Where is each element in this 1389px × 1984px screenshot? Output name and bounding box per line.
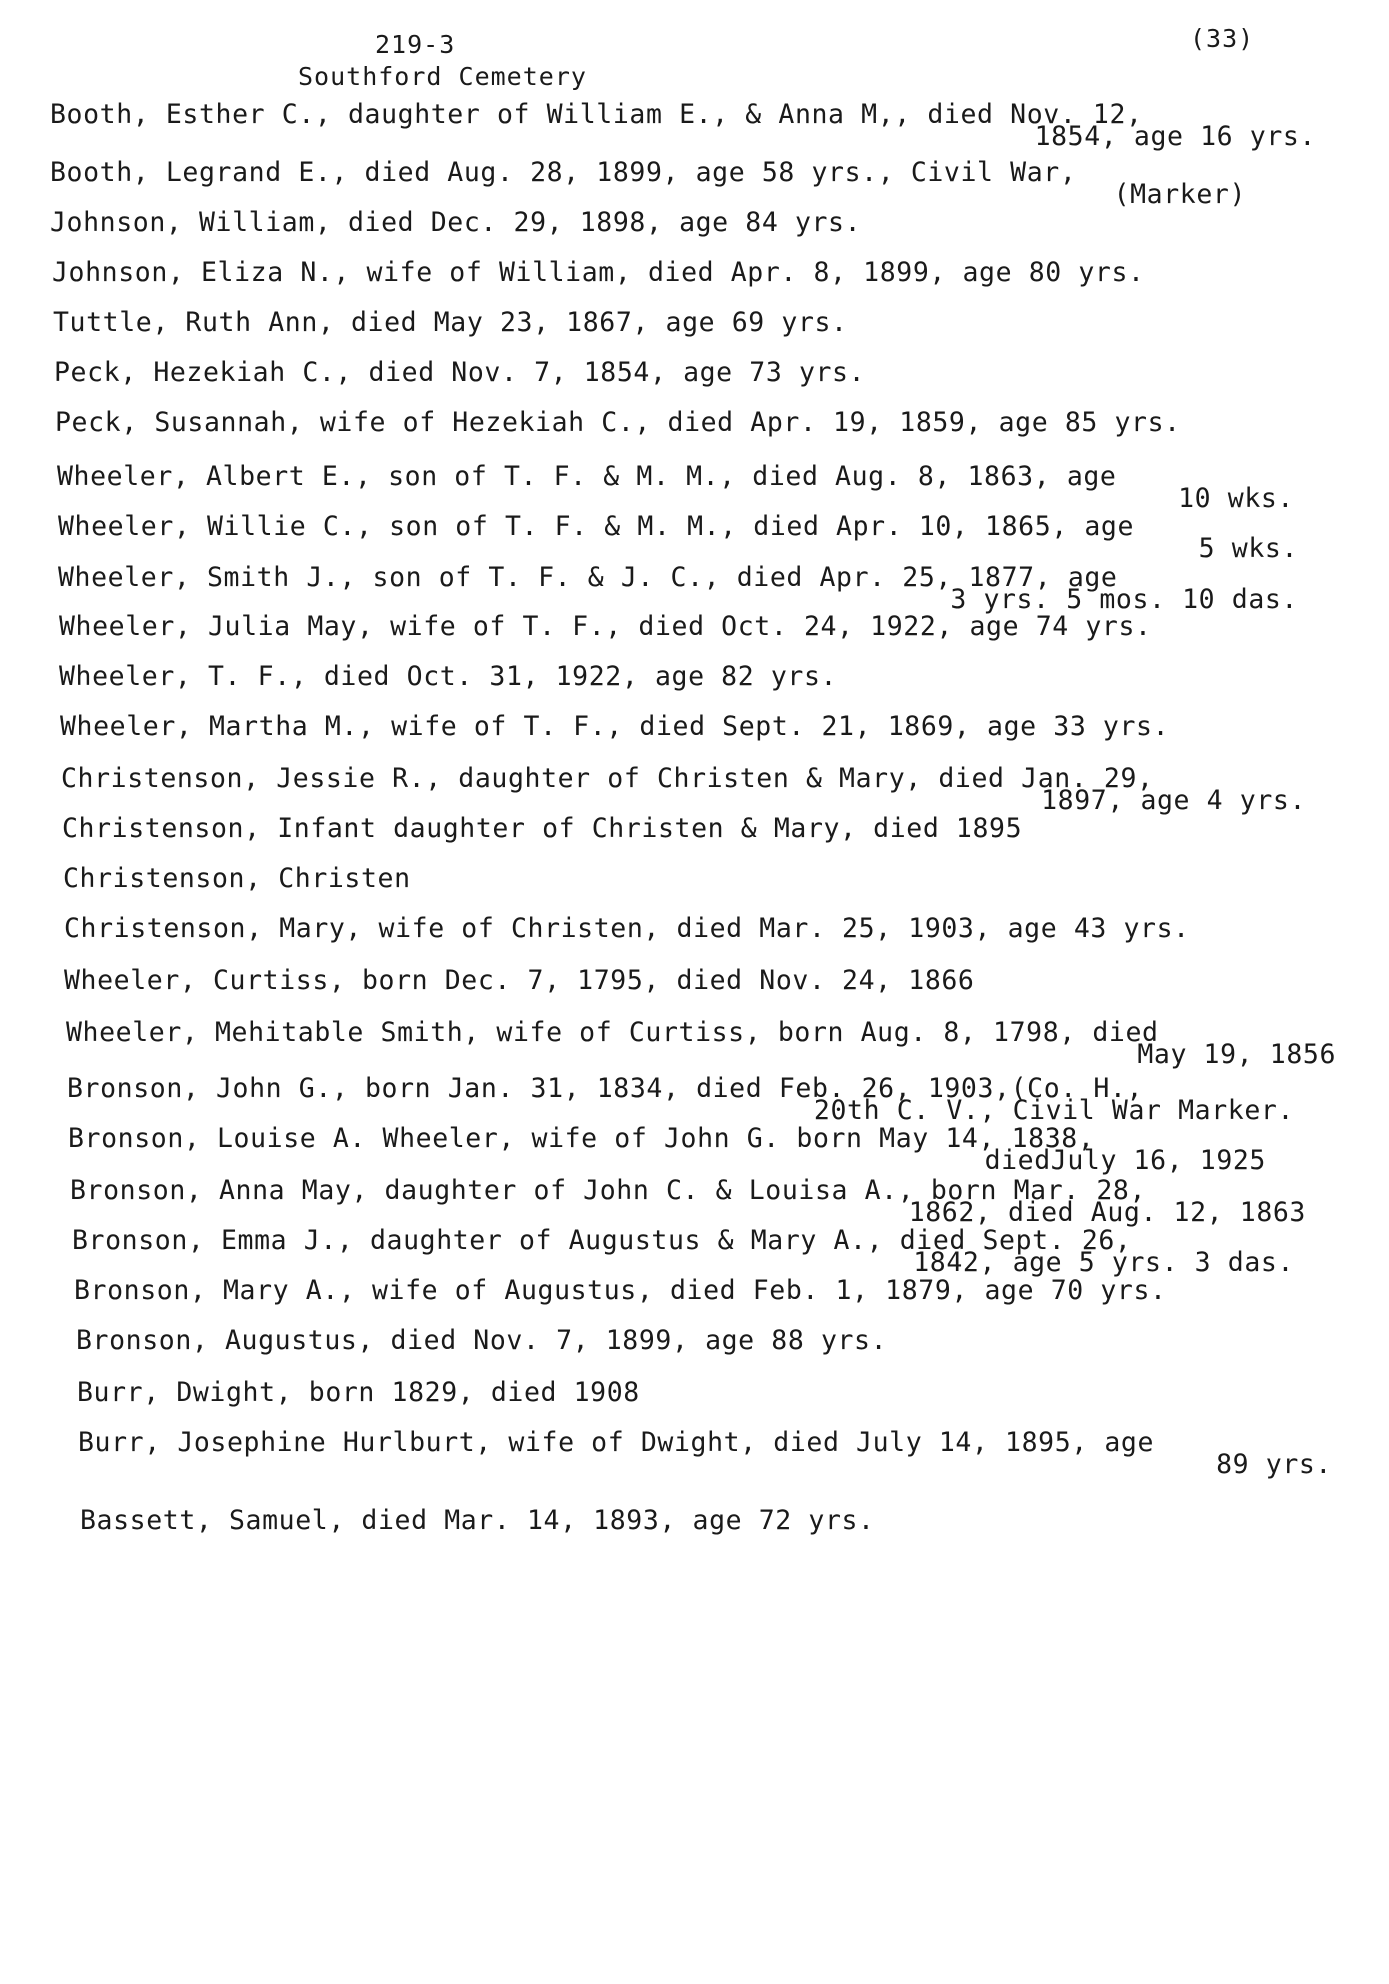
burial-entry xyxy=(52,258,1145,288)
burial-entry xyxy=(50,100,1316,152)
entry-line: Burr, Josephine Hurlburt, wife of Dwight, died July 14, 1895, age xyxy=(78,1427,1155,1458)
burial-entry xyxy=(53,308,848,338)
entry-line: Christenson, Christen xyxy=(63,863,411,894)
entry-line: Wheeler, Martha M., wife of T. F., died Sept. 21, 1869, age 33 yrs. xyxy=(60,711,1170,742)
entry-continuation-line: 20th C. V., Civil War Marker. xyxy=(813,1095,1294,1126)
burial-entry xyxy=(78,1428,1332,1480)
record-code: 219-3 xyxy=(375,30,456,59)
burial-entry xyxy=(72,1226,1294,1278)
entry-line: Bronson, Louise A. Wheeler, wife of John G. born May 14, 1838, xyxy=(68,1123,1095,1154)
burial-entry xyxy=(64,914,1190,944)
burial-entry xyxy=(61,764,1306,816)
burial-entry xyxy=(50,208,861,238)
burial-entry xyxy=(50,158,1246,210)
entry-line: Wheeler, Willie C., son of T. F. & M. M., died Apr. 10, 1865, age xyxy=(58,511,1135,542)
entry-line: Wheeler, Mehitable Smith, wife of Curtiss, born Aug. 8, 1798, died xyxy=(66,1017,1159,1048)
entry-continuation-line: 1854, age 16 yrs. xyxy=(1034,121,1316,152)
entry-line: Wheeler, Albert E., son of T. F. & M. M., died Aug. 8, 1863, age xyxy=(57,461,1117,492)
entry-line: Booth, Esther C., daughter of William E., & Anna M,, died Nov. 12, xyxy=(50,99,1143,130)
entry-line: Christenson, Jessie R., daughter of Christen & Mary, died Jan. 29, xyxy=(61,763,1154,794)
entry-line: Wheeler, Smith J., son of T. F. & J. C., died Apr. 25, 1877, age xyxy=(58,562,1118,593)
burial-entry xyxy=(77,1378,640,1408)
burial-entry xyxy=(80,1506,875,1536)
burial-entry xyxy=(70,1176,1306,1228)
burial-entry xyxy=(58,563,1298,615)
entry-line: Bronson, Augustus, died Nov. 7, 1899, age 88 yrs. xyxy=(76,1325,888,1356)
entry-line: Wheeler, Curtiss, born Dec. 7, 1795, died Nov. 24, 1866 xyxy=(64,965,975,996)
entry-line: Bronson, Anna May, daughter of John C. & Louisa A., born Mar. 28, xyxy=(70,1175,1147,1206)
burial-entry xyxy=(67,1074,1294,1126)
burial-entry xyxy=(63,864,411,894)
entry-continuation-line: 1897, age 4 yrs. xyxy=(1041,785,1306,816)
burial-entry xyxy=(76,1326,887,1356)
entry-continuation-line: diedJuly 16, 1925 xyxy=(984,1145,1266,1176)
burial-entry xyxy=(54,358,865,388)
entry-line: Bronson, Mary A., wife of Augustus, died Feb. 1, 1879, age 70 yrs. xyxy=(74,1275,1167,1306)
page-number: (33) xyxy=(1190,24,1255,53)
burial-entry xyxy=(66,1018,1336,1070)
entry-continuation-line: 10 wks. xyxy=(1178,483,1294,514)
entry-continuation-line: 1842, age 5 yrs. 3 das. xyxy=(913,1247,1294,1278)
entry-continuation-line: May 19, 1856 xyxy=(1137,1039,1336,1070)
entry-continuation-line: 5 wks. xyxy=(1198,533,1298,564)
entry-line: Christenson, Infant daughter of Christen & Mary, died 1895 xyxy=(62,813,1023,844)
burial-entry xyxy=(59,662,837,692)
entry-line: Bassett, Samuel, died Mar. 14, 1893, age 72 yrs. xyxy=(80,1505,875,1536)
page-title: Southford Cemetery xyxy=(298,62,587,91)
entry-line: Johnson, William, died Dec. 29, 1898, age 84 yrs. xyxy=(50,207,862,238)
entry-line: Bronson, Emma J., daughter of Augustus & Mary A., died Sept. 26, xyxy=(72,1225,1132,1256)
entry-continuation-line: 89 yrs. xyxy=(1216,1449,1332,1480)
entry-continuation-line: (Marker) xyxy=(1113,179,1246,210)
burial-entry xyxy=(57,462,1294,514)
entry-line: Peck, Susannah, wife of Hezekiah C., died Apr. 19, 1859, age 85 yrs. xyxy=(55,407,1181,438)
entry-line: Booth, Legrand E., died Aug. 28, 1899, age 58 yrs., Civil War, xyxy=(50,157,1077,188)
burial-entry xyxy=(59,612,1152,642)
burial-entry xyxy=(64,966,975,996)
burial-entry xyxy=(62,814,1022,844)
burial-entry xyxy=(74,1276,1167,1306)
entry-line: Burr, Dwight, born 1829, died 1908 xyxy=(77,1377,640,1408)
entry-line: Bronson, John G., born Jan. 31, 1834, died Feb. 26, 1903,(Co. H., xyxy=(67,1073,1144,1104)
entry-line: Tuttle, Ruth Ann, died May 23, 1867, age 69 yrs. xyxy=(53,307,848,338)
entry-line: Christenson, Mary, wife of Christen, died Mar. 25, 1903, age 43 yrs. xyxy=(64,913,1190,944)
entry-continuation-line: 1862, died Aug. 12, 1863 xyxy=(908,1197,1306,1228)
burial-entry xyxy=(58,512,1298,564)
entry-line: Wheeler, Julia May, wife of T. F., died Oct. 24, 1922, age 74 yrs. xyxy=(59,611,1152,642)
entry-line: Peck, Hezekiah C., died Nov. 7, 1854, age 73 yrs. xyxy=(54,357,866,388)
burial-entry xyxy=(55,408,1181,438)
burial-entry xyxy=(68,1124,1266,1176)
entry-continuation-line: 3 yrs. 5 mos. 10 das. xyxy=(950,584,1298,615)
entry-line: Johnson, Eliza N., wife of William, died Apr. 8, 1899, age 80 yrs. xyxy=(52,257,1145,288)
burial-entry xyxy=(60,712,1169,742)
entry-line: Wheeler, T. F., died Oct. 31, 1922, age 82 yrs. xyxy=(59,661,838,692)
